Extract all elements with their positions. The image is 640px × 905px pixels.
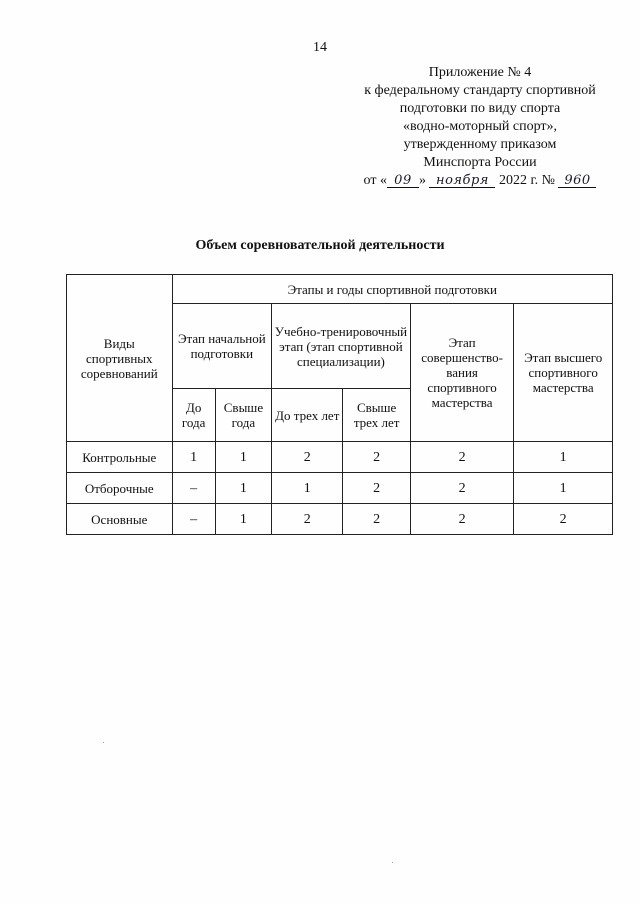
appendix-line-5: утвержденному приказом [403, 137, 557, 152]
table-cell: 2 [343, 473, 410, 504]
appendix-line-6: Минспорта России [423, 155, 537, 170]
date-year: 2022 г. № [498, 173, 555, 188]
appendix-line-4: «водно-моторный спорт», [402, 119, 558, 134]
date-mid: » [418, 173, 426, 188]
handwritten-day: 09 [387, 174, 419, 188]
appendix-line-3: подготовки по виду спорта [399, 101, 561, 116]
handwritten-month: ноября [429, 174, 495, 188]
table-header-row-1 [67, 275, 613, 304]
page-number: 14 [313, 40, 327, 55]
table-cell: 1 [215, 473, 271, 504]
table-row [67, 473, 613, 504]
table-row [67, 442, 613, 473]
scan-speck [103, 742, 104, 743]
table-cell: 1 [514, 442, 613, 473]
table-cell: – [172, 473, 215, 504]
appendix-title: Приложение № 4 [428, 65, 532, 80]
table-row [67, 504, 613, 535]
sub-initial-2-header: Свыше года [215, 389, 271, 442]
table-cell: 1 [215, 442, 271, 473]
row-label: Основные [67, 504, 173, 535]
table-cell: 2 [410, 442, 514, 473]
table-cell: 1 [172, 442, 215, 473]
row-label: Контрольные [67, 442, 173, 473]
stage-training-header: Учебно-тренировочный этап (этап спортивной специализации) [272, 304, 411, 389]
table-cell: 2 [410, 504, 514, 535]
table-cell: 2 [272, 504, 343, 535]
handwritten-order-number: 960 [558, 174, 596, 188]
table-cell: 2 [410, 473, 514, 504]
document-title: Объем соревновательной деятельности [195, 238, 445, 253]
stages-header-cell: Этапы и годы спортивной подготовки [172, 275, 612, 304]
sub-training-2-header: Свыше трех лет [343, 389, 410, 442]
table-cell: 2 [343, 442, 410, 473]
sub-initial-1-header: До года [172, 389, 215, 442]
appendix-line-2: к федеральному стандарту спортивной [364, 83, 596, 98]
table-cell: 2 [272, 442, 343, 473]
appendix-block [330, 64, 630, 190]
date-prefix: от « [363, 173, 387, 188]
table-cell: 1 [215, 504, 271, 535]
sub-training-1-header: До трех лет [272, 389, 343, 442]
table-cell: 1 [514, 473, 613, 504]
table-cell: 2 [343, 504, 410, 535]
order-date-line [330, 172, 630, 190]
competition-volume-table [66, 274, 613, 535]
stage-higher-header: Этап высшего спортивного мастерства [514, 304, 613, 442]
scan-speck [392, 862, 393, 863]
table-cell: 2 [514, 504, 613, 535]
row-header-cell: Виды спортивных соревнований [67, 275, 173, 442]
stage-initial-header: Этап начальной подготовки [172, 304, 272, 389]
table-cell: 1 [272, 473, 343, 504]
stage-perfection-header: Этап совершенство-вания спортивного мастерства [410, 304, 514, 442]
table-cell: – [172, 504, 215, 535]
row-label: Отборочные [67, 473, 173, 504]
